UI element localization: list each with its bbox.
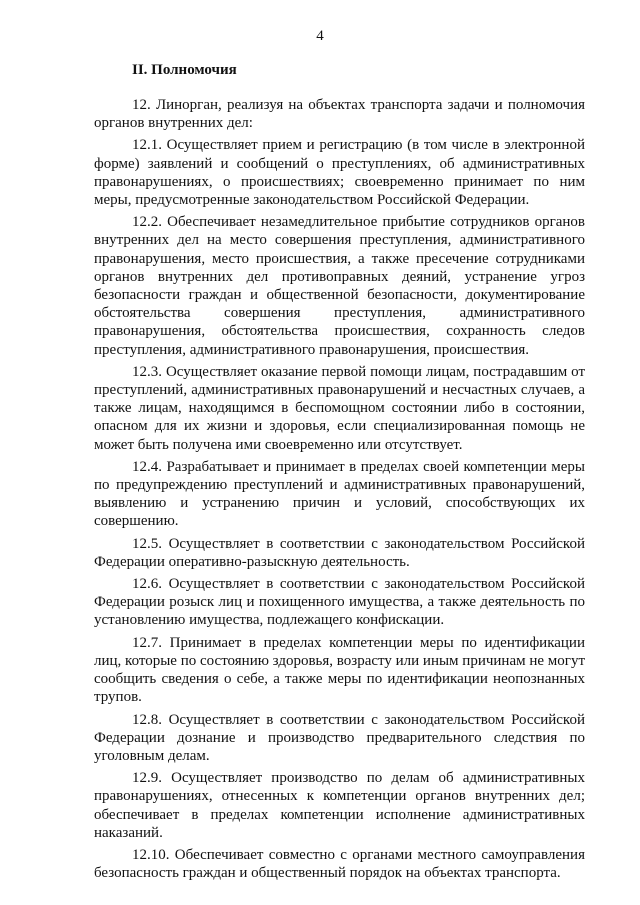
paragraph-12-8: 12.8. Осуществляет в соответствии с законодательством Российской Федерации дознание и производство предварительного следствия по уголовным делам. [94,711,585,764]
paragraph-12-4: 12.4. Разрабатывает и принимает в пределах своей компетенции меры по предупреждению преступлений и административных правонарушений, выявлению и устранению причин и условий, способствующих их совершению. [94,458,585,530]
page-number: 4 [316,28,324,44]
paragraph-12-7: 12.7. Принимает в пределах компетенции меры по идентификации лиц, которые по состоянию здоровья, возрасту или иным причинам не могут сообщить сведения о себе, а также меры по идентификации неопознанных трупов. [94,634,585,706]
paragraph-12-5: 12.5. Осуществляет в соответствии с законодательством Российской Федерации оперативно-разыскную деятельность. [94,535,585,570]
section-title: II. Полномочия [132,62,237,78]
paragraph-12-6: 12.6. Осуществляет в соответствии с законодательством Российской Федерации розыск лиц и похищенного имущества, а также деятельность по установлению имущества, подлежащего конфискации. [94,576,585,629]
paragraph-12-3: 12.3. Осуществляет оказание первой помощи лицам, пострадавшим от преступлений, административных правонарушений и несчастных случаев, а также лицам, находящимся в беспомощном состоянии либо в состоянии, опасном для их жизни и здоровья, если специализированная помощь не может быть получена ими своевременно или отсутствует. [94,363,585,453]
paragraph-12-1: 12.1. Осуществляет прием и регистрацию (в том числе в электронной форме) заявлений и сообщений о преступлениях, об административных правонарушениях, о происшествиях; своевременно принимает по ним меры, предусмотренные законодательством Российской Федерации. [94,137,585,209]
paragraph-12: 12. Линорган, реализуя на объектах транспорта задачи и полномочия органов внутренних дел: [94,97,585,132]
document-body [94,96,585,886]
paragraph-12-9: 12.9. Осуществляет производство по делам об административных правонарушениях, отнесенных к компетенции органов внутренних дел; обеспечивает в пределах компетенции исполнение административных наказаний. [94,770,585,841]
paragraph-12-10: 12.10. Обеспечивает совместно с органами местного самоуправления безопасность граждан и общественный порядок на объектах транспорта. [94,846,585,882]
paragraph-12-2: 12.2. Обеспечивает незамедлительное прибытие сотрудников органов внутренних дел на место совершения преступления, административного правонарушения, место происшествия, а также пресечение сотрудниками органов внутренних дел противоправных деяний, устранение угроз безопасности граждан и общественной безопасности, документирование обстоятельства совершения преступления, административного правонарушения, обстоятельства происшествия, сохранность следов преступления, административного правонарушения, происшествия. [94,214,585,358]
